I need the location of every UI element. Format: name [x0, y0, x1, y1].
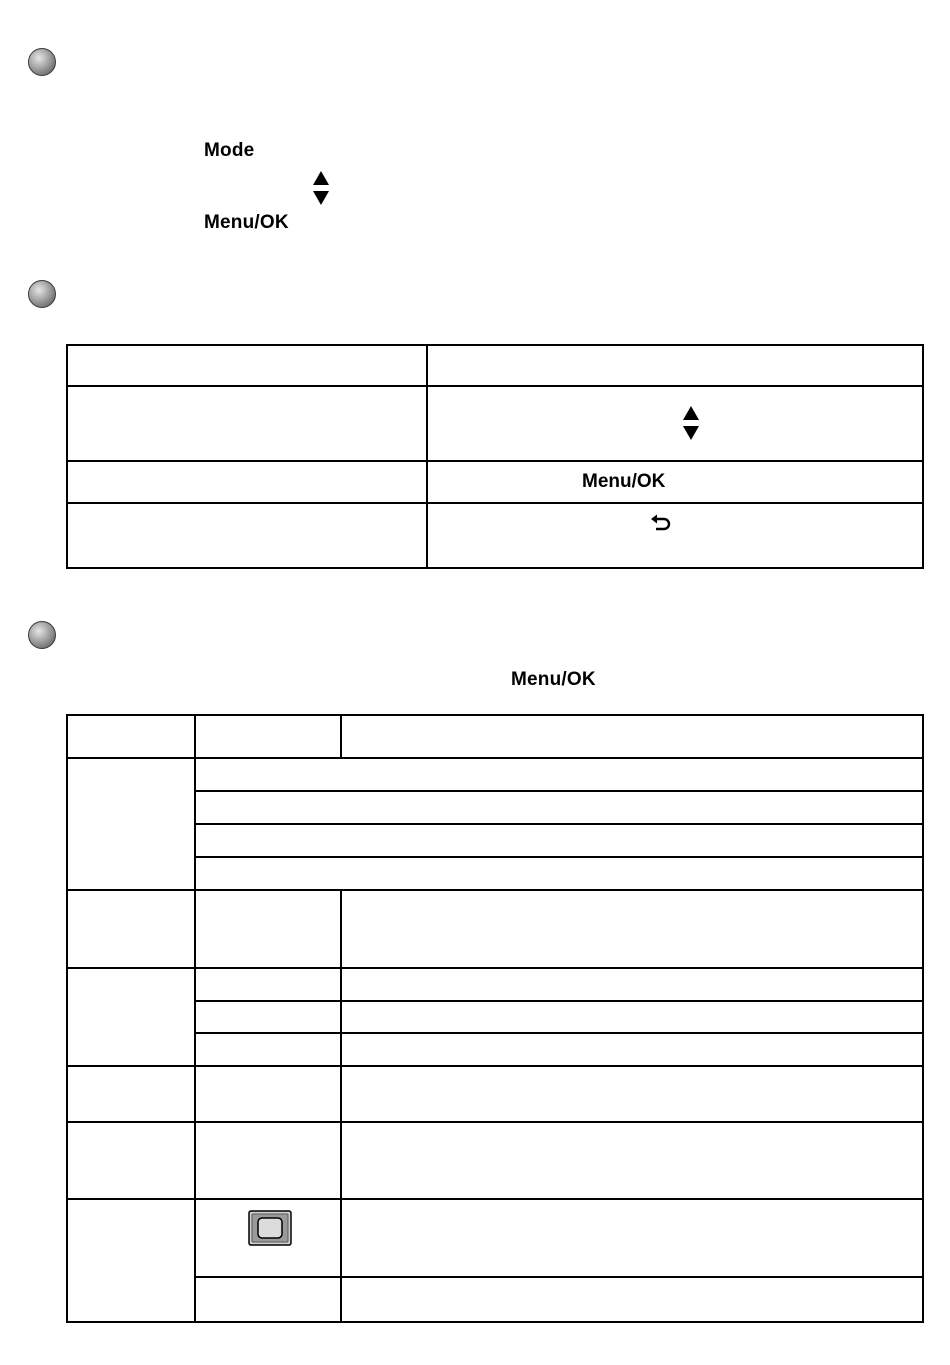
- menu-ok-button-label: Menu/OK: [511, 669, 596, 690]
- mode-button-label: Mode: [204, 140, 255, 161]
- table-row: [67, 1033, 923, 1066]
- up-down-arrows-icon: [682, 405, 700, 441]
- table-row: [67, 1001, 923, 1033]
- return-arrow-icon: [650, 514, 672, 534]
- table-cell: [341, 1033, 923, 1066]
- table-cell: [67, 968, 195, 1066]
- table-row: [67, 1122, 923, 1199]
- header-cell: [67, 715, 195, 758]
- table-cell: [67, 503, 427, 568]
- section-bullet-1: [28, 48, 56, 76]
- table-cell: [195, 890, 341, 968]
- menu-ok-button-label: Menu/OK: [204, 212, 289, 233]
- table-cell: [427, 461, 923, 503]
- table-cell: [67, 1199, 195, 1322]
- table-cell: [67, 386, 427, 461]
- table-row: [67, 1199, 923, 1277]
- table-cell: [67, 1122, 195, 1199]
- table-cell: [67, 461, 427, 503]
- table-row: [67, 503, 923, 568]
- table-row: [67, 345, 923, 386]
- section-bullet-2: [28, 280, 56, 308]
- table-cell: [341, 1122, 923, 1199]
- table-cell: [67, 345, 427, 386]
- table-cell: [67, 890, 195, 968]
- table-cell: [427, 503, 923, 568]
- up-down-arrows-icon: [312, 170, 330, 206]
- header-cell: [341, 715, 923, 758]
- frame-icon: [248, 1210, 292, 1246]
- table-cell: [67, 1066, 195, 1122]
- table-cell: [341, 1066, 923, 1122]
- table-cell: [341, 1277, 923, 1322]
- table-row: [67, 461, 923, 503]
- table-cell: [427, 345, 923, 386]
- controls-table: [66, 344, 924, 569]
- menu-settings-table: [66, 714, 924, 1323]
- table-cell: [195, 1001, 341, 1033]
- table-row: [67, 791, 923, 824]
- section-bullet-3: [28, 621, 56, 649]
- table-row: [67, 386, 923, 461]
- table-cell: [195, 1277, 341, 1322]
- table-cell: [427, 386, 923, 461]
- table-row: [67, 968, 923, 1001]
- table-cell: [195, 968, 341, 1001]
- table-cell: [195, 791, 923, 824]
- table-cell: [195, 1066, 341, 1122]
- table-cell: [341, 968, 923, 1001]
- table-cell: [341, 1001, 923, 1033]
- table-cell: [341, 1199, 923, 1277]
- table-cell: [195, 1033, 341, 1066]
- table-row: [67, 1066, 923, 1122]
- table-cell: [195, 824, 923, 857]
- table-cell: [67, 758, 195, 890]
- table-header-row: [67, 715, 923, 758]
- table-row: [67, 824, 923, 857]
- menu-ok-button-label: Menu/OK: [582, 471, 666, 492]
- table-row: [67, 1277, 923, 1322]
- table-cell: [195, 857, 923, 890]
- table-cell: [195, 758, 923, 791]
- table-row: [67, 857, 923, 890]
- table-row: [67, 890, 923, 968]
- table-cell: [195, 1199, 341, 1277]
- header-cell: [195, 715, 341, 758]
- table-cell: [195, 1122, 341, 1199]
- table-row: [67, 758, 923, 791]
- table-cell: [341, 890, 923, 968]
